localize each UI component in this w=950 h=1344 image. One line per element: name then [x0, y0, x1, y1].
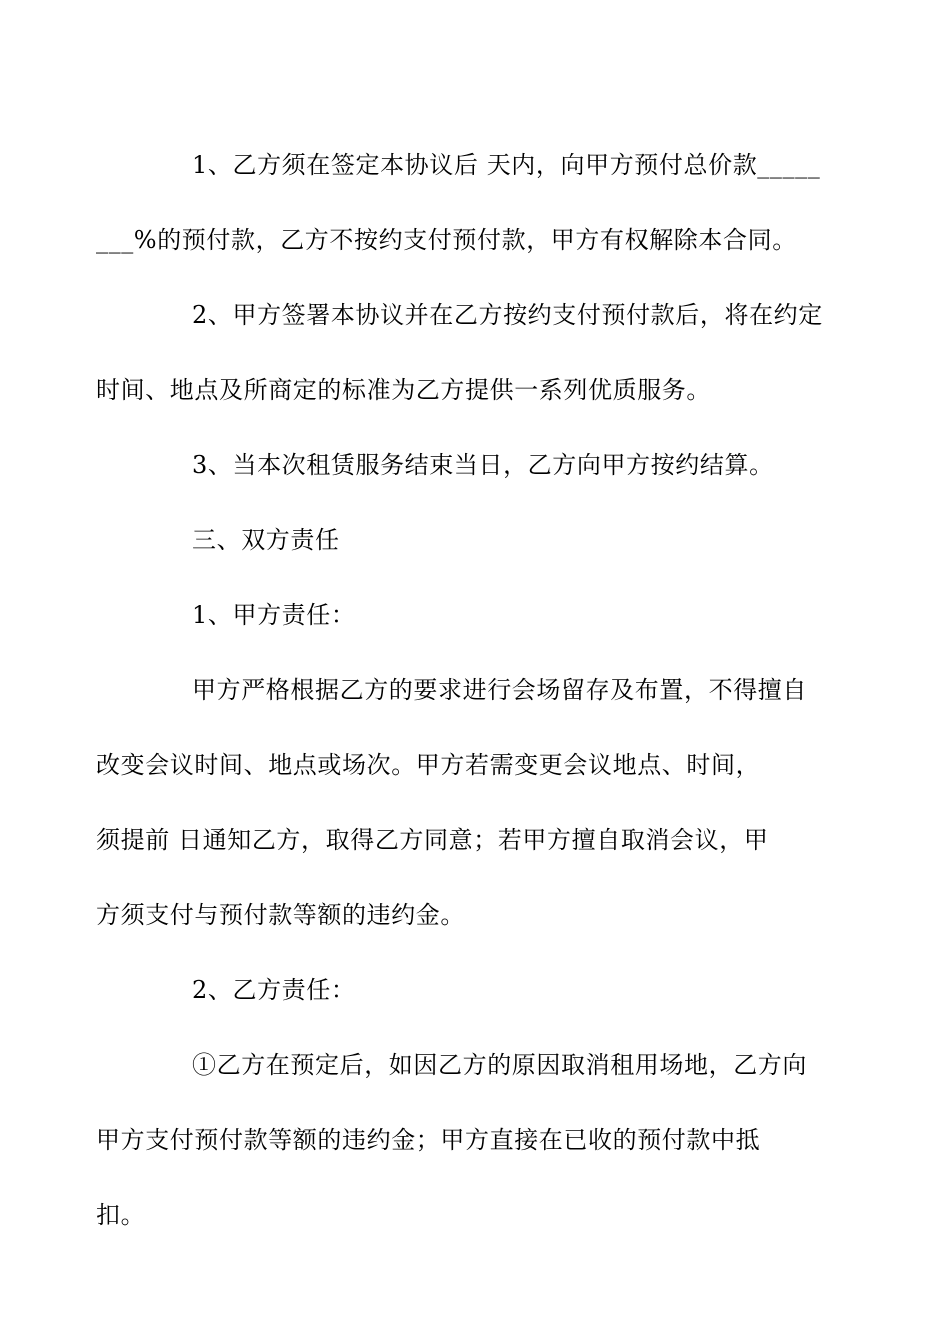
text-line: 甲方支付预付款等额的违约金；甲方直接在已收的预付款中抵	[96, 1126, 761, 1154]
text-line: 时间、地点及所商定的标准为乙方提供一系列优质服务。	[96, 376, 711, 404]
paragraph-settlement	[144, 428, 810, 503]
text-line: ___%的预付款，乙方不按约支付预付款，甲方有权解除本合同。	[96, 226, 797, 254]
text-line: ①乙方在预定后，如因乙方的原因取消租用场地，乙方向	[192, 1051, 807, 1079]
text-line: 扣。	[96, 1201, 146, 1229]
text-line: 须提前 日通知乙方，取得乙方同意；若甲方擅自取消会议，甲	[96, 826, 769, 854]
subheading-party-b-responsibility	[144, 953, 810, 1028]
text-line: 1、甲方责任：	[192, 601, 356, 629]
section-heading-responsibilities	[144, 503, 810, 578]
paragraph-party-a-duties	[96, 653, 810, 953]
text-line: 甲方严格根据乙方的要求进行会场留存及布置，不得擅自	[192, 676, 807, 704]
paragraph-party-b-duties	[96, 1028, 810, 1253]
text-line: 2、甲方签署本协议并在乙方按约支付预付款后，将在约定	[192, 301, 823, 329]
text-line: 方须支付与预付款等额的违约金。	[96, 901, 465, 929]
text-line: 三、双方责任	[192, 526, 340, 554]
text-line: 2、乙方责任：	[192, 976, 356, 1004]
subheading-party-a-responsibility	[144, 578, 810, 653]
text-line: 改变会议时间、地点或场次。甲方若需变更会议地点、时间，	[96, 751, 761, 779]
paragraph-advance-payment	[96, 128, 821, 278]
text-line: 1、乙方须在签定本协议后 天内，向甲方预付总价款_____	[192, 151, 821, 179]
text-line: 3、当本次租赁服务结束当日，乙方向甲方按约结算。	[192, 451, 774, 479]
paragraph-service-provision	[96, 278, 823, 428]
document-body	[96, 128, 823, 1253]
